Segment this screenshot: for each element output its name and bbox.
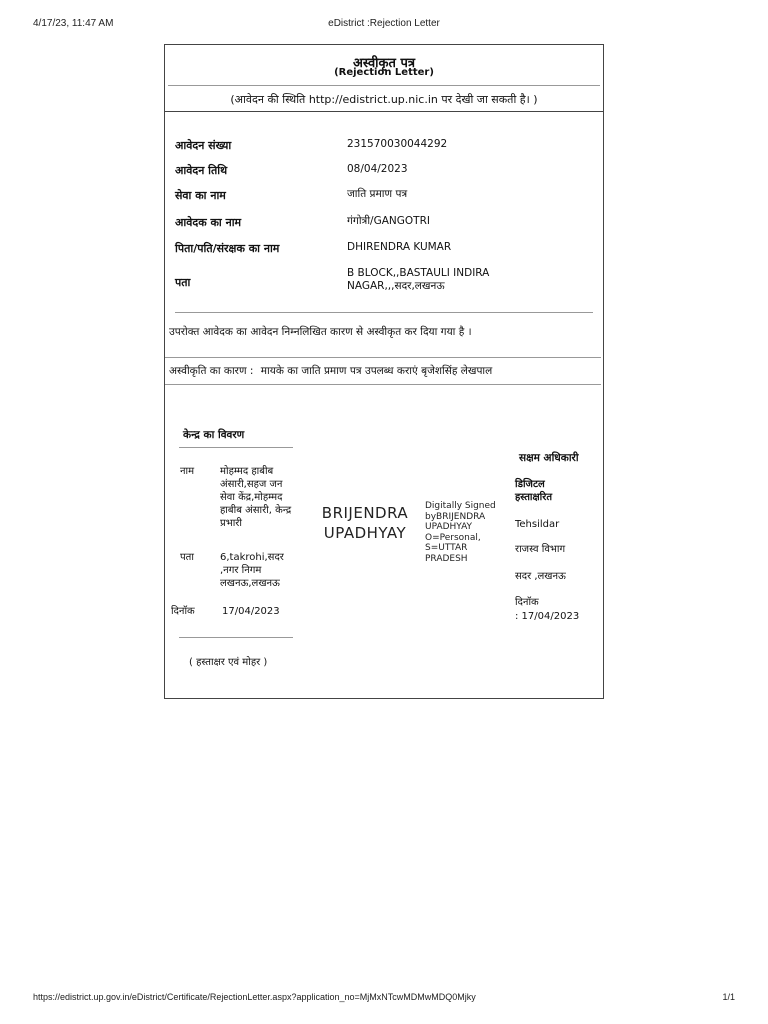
divider [165, 357, 601, 358]
rejection-reason: मायके का जाति प्रमाण पत्र उपलब्ध कराएं बृजेशसिंह लेखपाल [260, 365, 493, 377]
centre-name-label: नाम [180, 466, 195, 477]
field-label-applicant-name: आवेदक का नाम [175, 216, 242, 229]
print-datetime: 4/17/23, 11:47 AM [33, 18, 114, 29]
divider [175, 312, 593, 313]
letter-subtitle: (Rejection Letter) [334, 67, 434, 78]
field-label-guardian-name: पिता/पति/संरक्षक का नाम [175, 242, 280, 255]
centre-heading: केन्द्र का विवरण [183, 429, 245, 441]
field-label-service-name: सेवा का नाम [175, 189, 226, 202]
signature-details: Digitally Signed byBRIJENDRA UPADHYAY O=Personal, S=UTTAR PRADESH [425, 501, 496, 564]
officer-date-value: : 17/04/2023 [515, 611, 580, 622]
field-value-applicant-name: गंगोत्री/GANGOTRI [347, 215, 430, 227]
field-value-guardian-name: DHIRENDRA KUMAR [347, 241, 452, 253]
divider [179, 637, 293, 638]
field-value-application-number: 231570030044292 [347, 138, 448, 150]
field-label-application-date: आवेदन तिथि [175, 164, 228, 177]
signature-name: BRIJENDRA UPADHYAY [321, 504, 409, 542]
field-label-address: पता [175, 276, 191, 289]
centre-address-label: पता [180, 552, 194, 563]
field-value-address: B BLOCK,,BASTAULI INDIRA NAGAR,,,सदर,लखनऊ [347, 267, 490, 292]
field-value-service-name: जाति प्रमाण पत्र [347, 188, 408, 200]
divider [179, 447, 293, 448]
officer-department: राजस्व विभाग [515, 544, 566, 555]
officer-designation: Tehsildar [515, 519, 560, 530]
print-page-number: 1/1 [722, 992, 735, 1002]
officer-heading: सक्षम अधिकारी [519, 452, 579, 464]
centre-date-value: 17/04/2023 [222, 606, 280, 617]
field-label-application-number: आवेदन संख्या [175, 139, 232, 152]
field-value-application-date: 08/04/2023 [347, 163, 408, 175]
letter-title: अस्वीकृत पत्र [352, 56, 416, 71]
centre-address-value: 6,takrohi,सदर ,नगर निगम लखनऊ,लखनऊ [220, 552, 284, 589]
centre-name-value: मोहम्मद हाबीब अंसारी,सहज जन सेवा केंद्र,मोहम्मद हाबीब अंसारी, केन्द्र प्रभारी [220, 466, 292, 529]
officer-location: सदर ,लखनऊ [515, 571, 566, 582]
rejection-statement: उपरोक्त आवेदक का आवेदन निम्नलिखित कारण से अस्वीकृत कर दिया गया है । [169, 326, 472, 338]
sign-and-seal-note: ( हस्ताक्षर एवं मोहर ) [189, 657, 268, 668]
rejection-reason-label: अस्वीकृति का कारण : [169, 365, 254, 377]
status-line: (आवेदन की स्थिति http://edistrict.up.nic.in पर देखी जा सकती है। ) [230, 93, 538, 106]
rejection-letter [164, 44, 604, 699]
officer-date-label: दिनॉक [515, 597, 539, 608]
divider [168, 85, 600, 86]
divider [165, 384, 601, 385]
centre-date-label: दिनॉक [171, 606, 195, 617]
divider [165, 111, 603, 112]
print-url: https://edistrict.up.gov.in/eDistrict/Certificate/RejectionLetter.aspx?application_no=MjMxNTcwMDMwMDQ0Mjky [33, 992, 476, 1002]
print-page-title: eDistrict :Rejection Letter [328, 18, 440, 29]
officer-digital-sign: डिजिटल हस्ताक्षरित [515, 479, 553, 503]
rejection-reason-row [169, 364, 492, 378]
